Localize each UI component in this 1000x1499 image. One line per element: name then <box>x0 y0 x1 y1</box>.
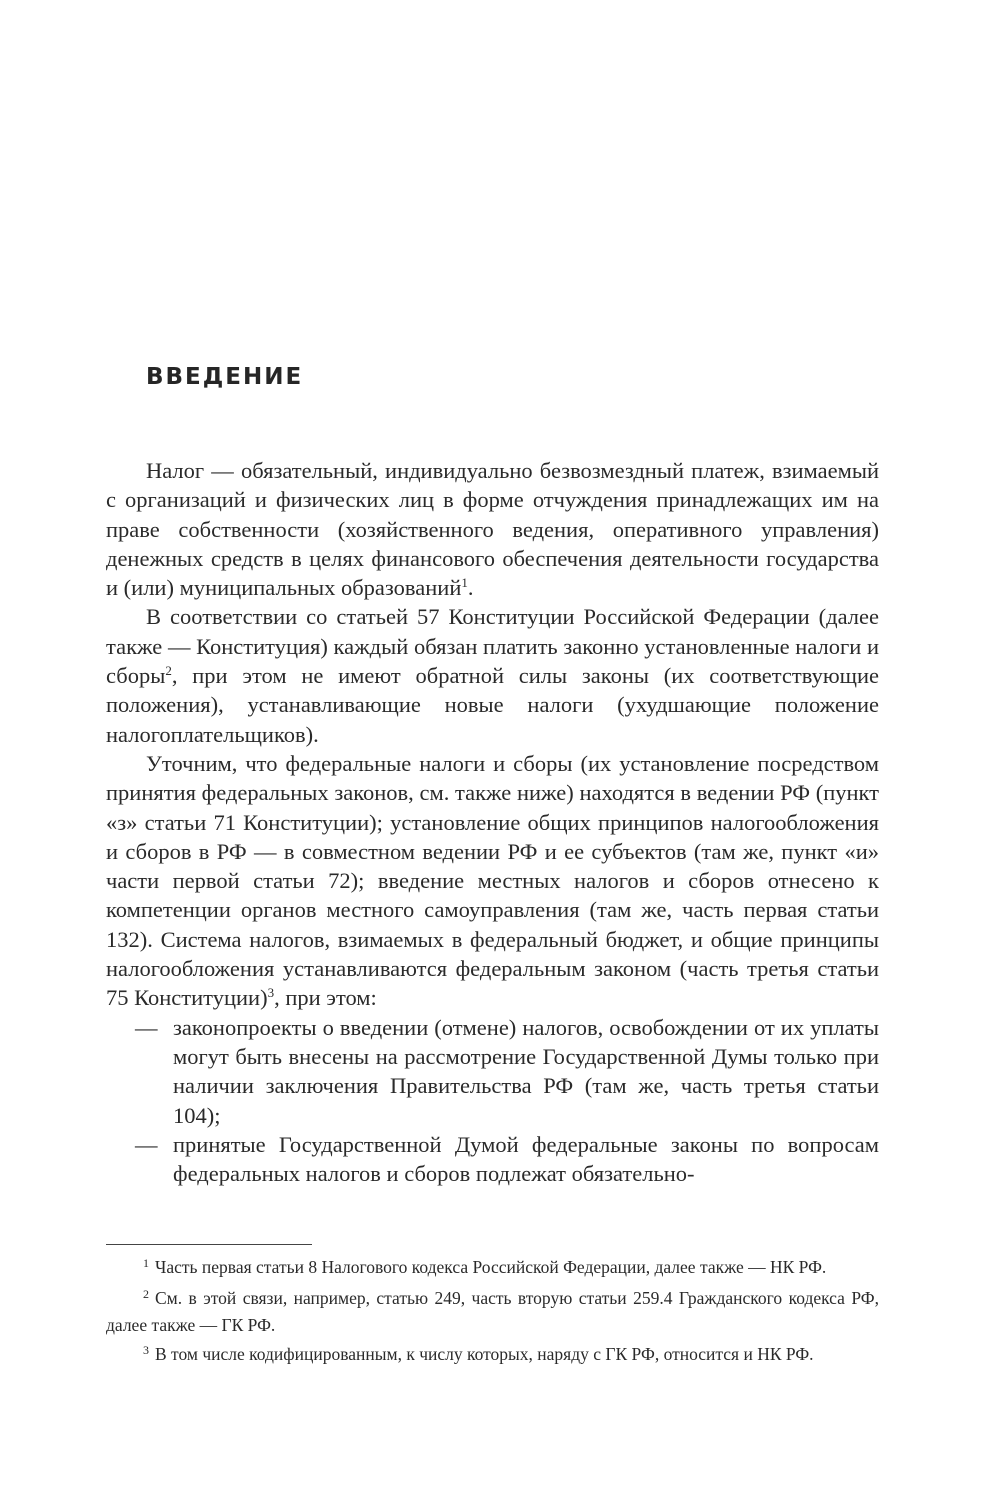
paragraph-2 <box>106 602 879 748</box>
list-dash-marker: — <box>135 1014 158 1040</box>
footnotes <box>106 1255 879 1373</box>
paragraph-1 <box>106 456 879 602</box>
list-item <box>135 1130 879 1189</box>
footnote-text: Часть первая статьи 8 Налогового кодекса Российской Федерации, далее также — НК РФ. <box>155 1257 827 1277</box>
paragraph-3 <box>106 749 879 1013</box>
chapter-heading: ВВЕДЕНИЕ <box>146 364 304 390</box>
paragraph-3-tail: , при этом: <box>274 985 377 1011</box>
paragraph-1-text: Налог — обязательный, индивидуально безвозмездный платеж, взимаемый с организаций и физических лиц в форме отчуждения принадлежащих им на праве собственности (хозяйственного ведения, оперативного управления) денежных средств в целях финансового обеспечения деятельности государства и (или) муниципальных образований <box>106 458 879 601</box>
list-dash-marker: — <box>135 1131 158 1157</box>
footnote-number: 3 <box>143 1343 149 1357</box>
footnote-text: В том числе кодифицированным, к числу которых, наряду с ГК РФ, относится и НК РФ. <box>155 1344 814 1364</box>
footnote-ref-1: 1 <box>461 575 468 591</box>
paragraph-1-tail: . <box>467 575 474 601</box>
footnote-separator <box>106 1244 312 1245</box>
footnote-ref-2: 2 <box>165 663 172 679</box>
footnote-number: 1 <box>143 1256 149 1270</box>
footnote-number: 2 <box>143 1287 149 1301</box>
main-text <box>106 456 879 1188</box>
footnote-text: См. в этой связи, например, статью 249, часть вторую статьи 259.4 Гражданского кодекса РФ, далее также — ГК РФ. <box>106 1288 879 1335</box>
list-item-text: законопроекты о введении (отмене) налогов, освобождении от их уплаты могут быть внесены на рассмотрение Государственной Думы только при наличии заключения Правительства РФ (там же, часть третья статьи 104); <box>173 1014 879 1128</box>
paragraph-2-tail: , при этом не имеют обратной силы законы (их соответствующие положения), устанавливающие новые налоги (ухудшающие положение налогоплательщиков). <box>106 663 879 747</box>
footnote-ref-3: 3 <box>267 985 275 1001</box>
footnote-2 <box>106 1286 879 1338</box>
dash-list <box>106 1013 879 1189</box>
paragraph-2-text: В соответствии со статьей 57 Конституции Российской Федерации (далее также — Конституция) каждый обязан платить законно установленные налоги и сборы <box>106 604 879 689</box>
paragraph-3-text: Уточним, что федеральные налоги и сборы (их установление посредством принятия федеральных законов, см. также ниже) находятся в ведении РФ (пункт «з» статьи 71 Конституции); установление общих принципов налогообложения и сборов в РФ — в совместном ведении РФ и ее субъектов (там же, пункт «и» части первой статьи 72); введение местных налогов и сборов отнесено к компетенции органов местного самоуправления (там же, часть первая статьи 132). Система налогов, взимаемых в федеральный бюджет, и общие принципы налогообложения устанавливаются федеральным законом (часть третья статьи 75 Конституции) <box>106 750 879 1011</box>
list-item-text: принятые Государственной Думой федеральные законы по вопросам федеральных налогов и сборов подлежат обязательно- <box>173 1131 879 1187</box>
footnote-3 <box>106 1342 879 1369</box>
list-item <box>135 1013 879 1130</box>
footnote-1 <box>106 1255 879 1282</box>
